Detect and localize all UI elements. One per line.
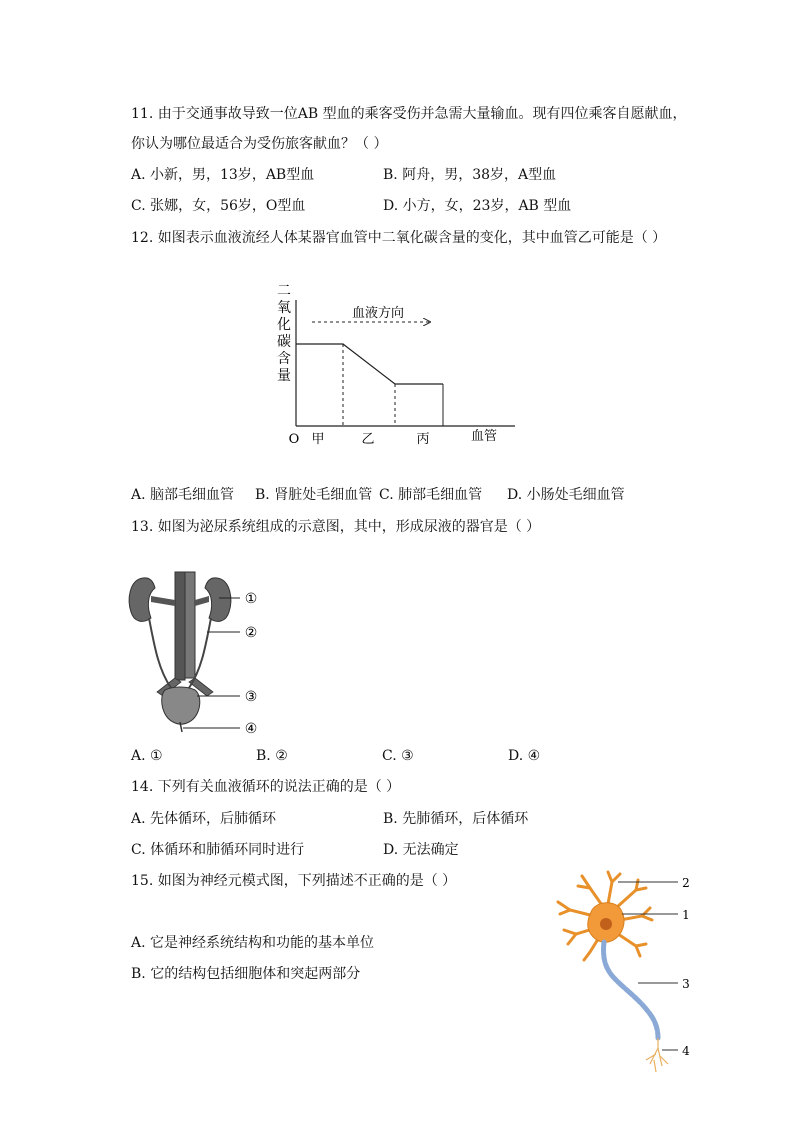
label-3: 3	[682, 977, 690, 991]
q11-option-a: A. 小新，男，13岁，AB型血	[131, 167, 315, 183]
q15-option-a: A. 它是神经系统结构和功能的基本单位	[131, 935, 375, 951]
q11-option-d: D. 小方，女，23岁，AB 型血	[383, 198, 572, 214]
x-axis-label: 血管	[470, 429, 498, 444]
axon-terminals	[646, 1038, 668, 1072]
y-label-char: 碳	[277, 334, 291, 350]
label-1: 1	[682, 908, 690, 922]
q12-option-a: A. 脑部毛细血管	[131, 487, 235, 503]
nucleus	[600, 918, 612, 930]
label-1: ①	[244, 591, 258, 607]
q14-stem: 14. 下列有关血液循环的说法正确的是（ ）	[131, 779, 401, 795]
q13-option-c: C. ③	[382, 748, 414, 764]
co2-chart	[270, 278, 520, 453]
urinary-system-diagram	[125, 570, 275, 740]
q14-option-c: C. 体循环和肺循环同时进行	[131, 842, 305, 858]
y-label-char: 化	[277, 317, 291, 333]
co2-line	[296, 344, 443, 384]
q11-option-b: B. 阿舟，男，38岁，A型血	[383, 167, 557, 183]
x-category-yi: 乙	[361, 432, 375, 447]
q11-stem-line1: 11. 由于交通事故导致一位AB 型血的乘客受伤并急需大量输血。现有四位乘客自愿献血，	[131, 106, 687, 122]
label-3: ③	[244, 689, 258, 705]
q12-option-c: C. 肺部毛细血管	[379, 487, 483, 503]
label-4: 4	[682, 1044, 690, 1058]
y-label-char: 含	[277, 351, 291, 367]
q12-option-d: D. 小肠处毛细血管	[507, 487, 625, 503]
q13-stem: 13. 如图为泌尿系统组成的示意图，其中，形成尿液的器官是（ ）	[131, 519, 541, 535]
q11-option-c: C. 张娜，女，56岁，O型血	[131, 198, 306, 214]
q13-option-d: D. ④	[508, 748, 541, 764]
q15-option-b: B. 它的结构包括细胞体和突起两部分	[131, 966, 361, 982]
q12-stem: 12. 如图表示血液流经人体某器官血管中二氧化碳含量的变化，其中血管乙可能是（ ）	[131, 230, 667, 246]
axon	[604, 942, 659, 1038]
q14-option-d: D. 无法确定	[383, 842, 459, 858]
x-category-bing: 丙	[416, 432, 430, 447]
bladder	[162, 687, 200, 724]
q13-option-b: B. ②	[256, 748, 288, 764]
blood-direction-label: 血液方向	[351, 306, 405, 321]
y-label-char: 量	[277, 368, 291, 384]
q15-stem: 15. 如图为神经元模式图，下列描述不正确的是（ ）	[131, 873, 457, 889]
q14-option-b: B. 先肺循环，后体循环	[383, 811, 529, 827]
y-label-char: 二	[277, 283, 291, 299]
q13-option-a: A. ①	[131, 748, 163, 764]
origin-label: O	[288, 432, 300, 447]
x-category-jia: 甲	[311, 432, 325, 447]
q14-option-a: A. 先体循环，后肺循环	[131, 811, 277, 827]
y-label-char: 氧	[277, 300, 291, 316]
vena-cava	[185, 572, 195, 678]
aorta	[175, 572, 185, 680]
label-2: ②	[244, 625, 258, 641]
label-4: ④	[244, 721, 258, 737]
label-2: 2	[682, 876, 690, 890]
q12-option-b: B. 肾脏处毛细血管	[255, 487, 373, 503]
neuron-diagram	[550, 868, 700, 1078]
q11-stem-line2: 你认为哪位最适合为受伤旅客献血？（ ）	[131, 136, 388, 152]
left-ureter	[149, 618, 171, 688]
